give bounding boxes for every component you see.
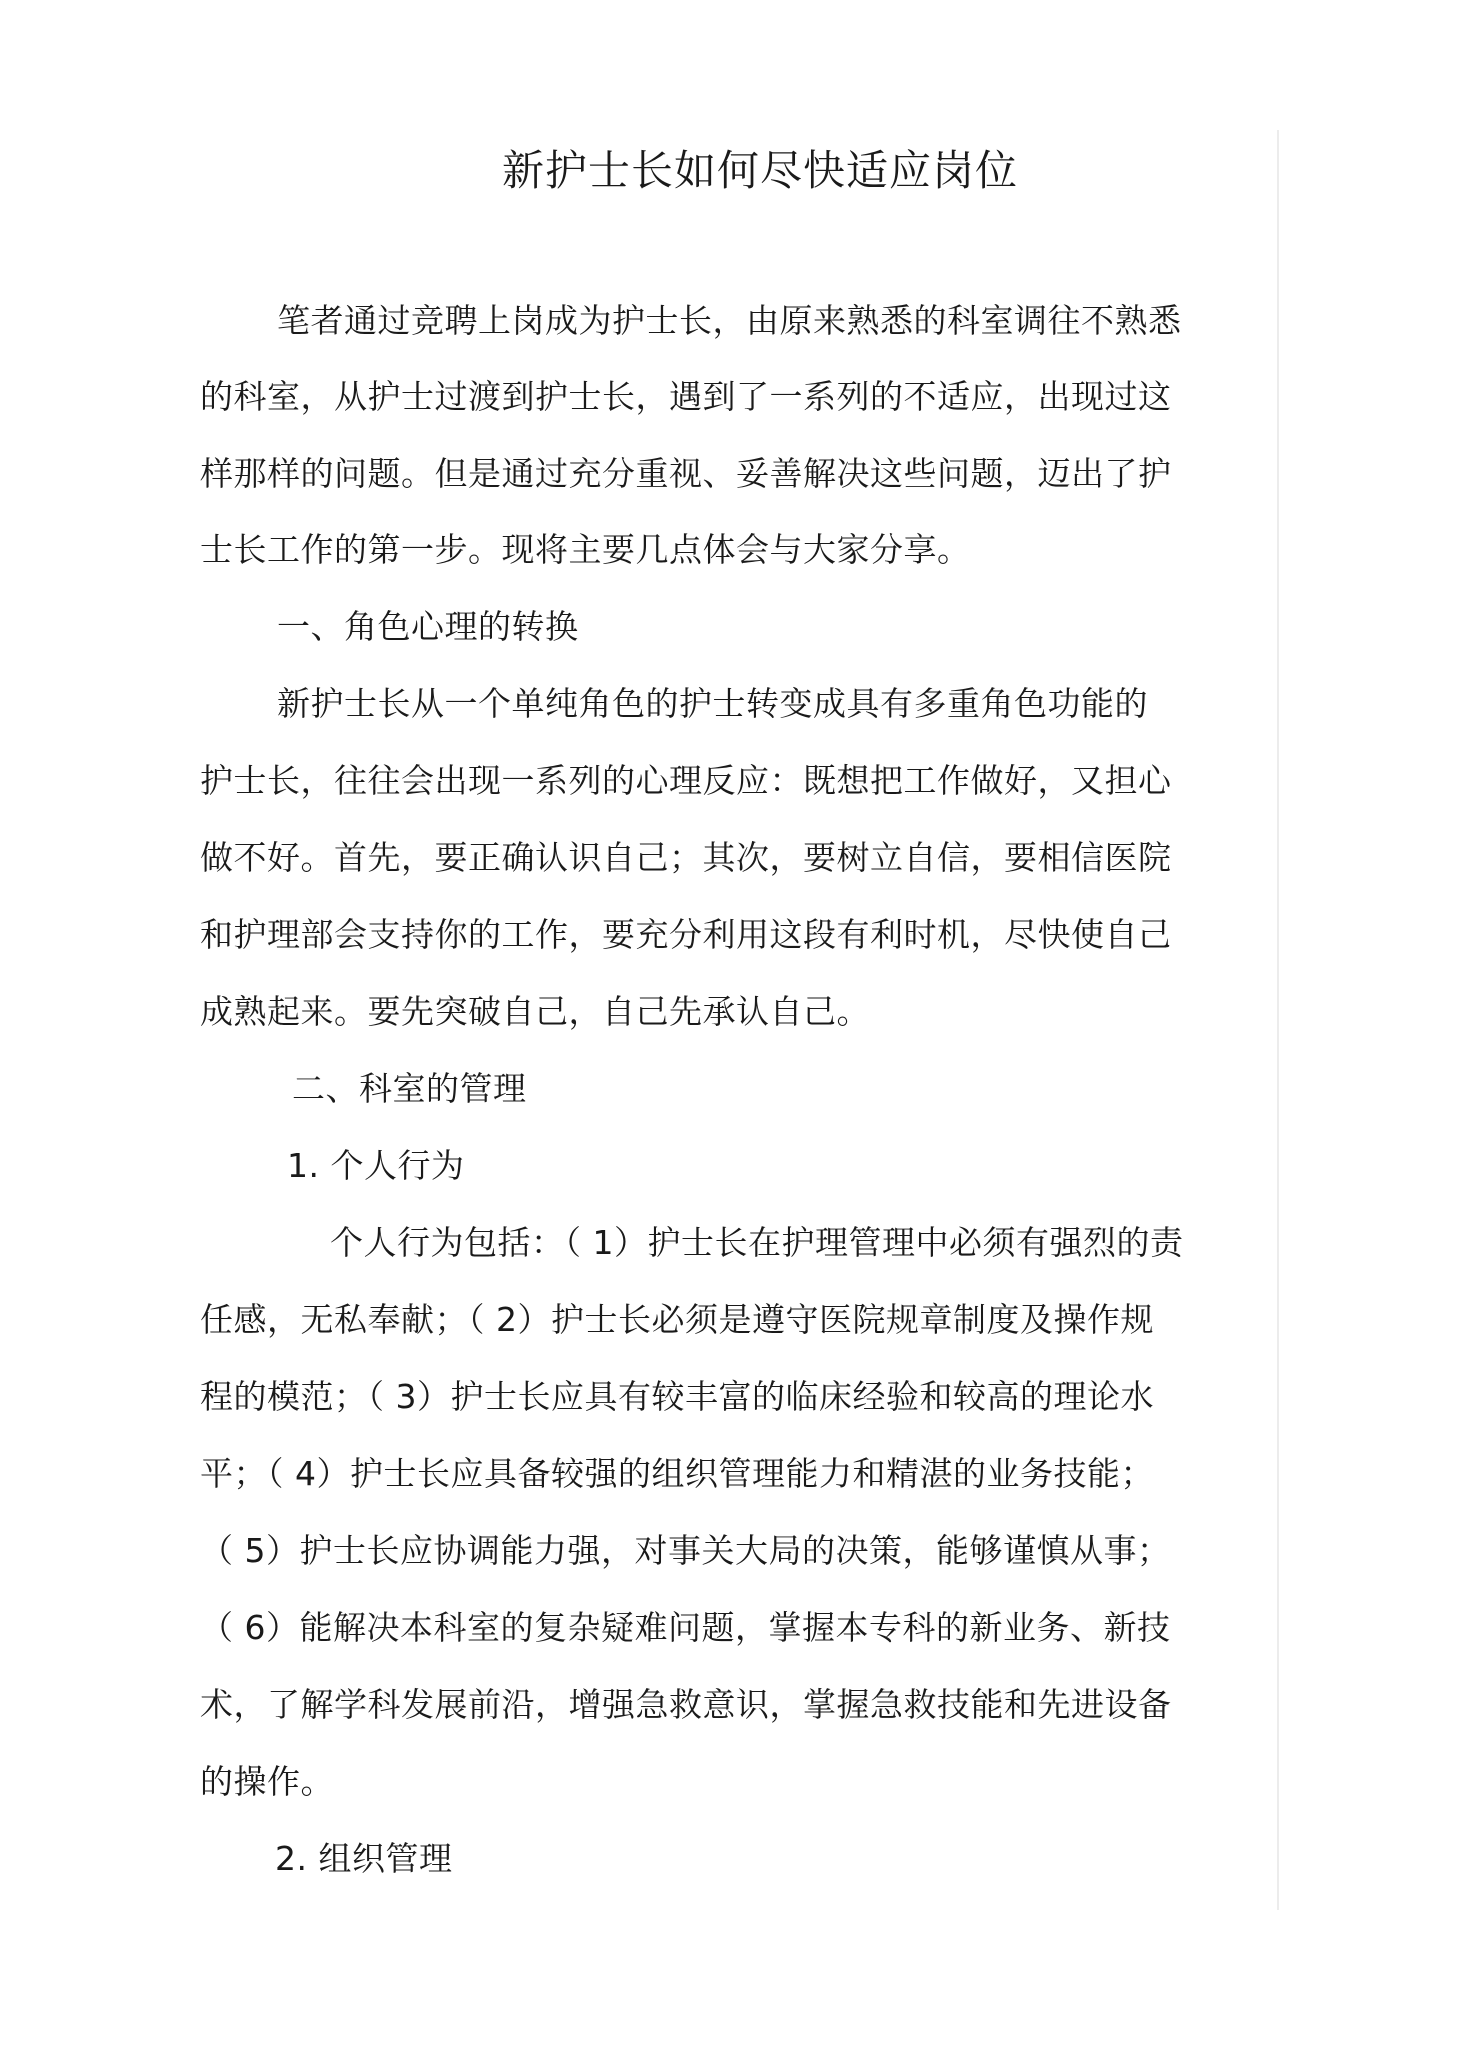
page-edge-divider: [1277, 130, 1279, 1910]
paragraph-line: 护士长，往往会出现一系列的心理反应：既想把工作做好，又担心: [200, 761, 1172, 800]
paragraph-line: 和护理部会支持你的工作，要充分利用这段有利时机，尽快使自己: [200, 915, 1172, 954]
paragraph-line: 样那样的问题。但是通过充分重视、妥善解决这些问题，迈出了护: [200, 454, 1172, 493]
subsection-heading: 2. 组织管理: [275, 1839, 453, 1878]
section-heading: 二、科室的管理: [292, 1069, 527, 1108]
paragraph-line: （ 6）能解决本科室的复杂疑难问题，掌握本专科的新业务、新技: [200, 1608, 1171, 1647]
paragraph-line: 新护士长从一个单纯角色的护士转变成具有多重角色功能的: [277, 684, 1148, 723]
paragraph-line: 平；（ 4）护士长应具备较强的组织管理能力和精湛的业务技能；: [200, 1454, 1154, 1493]
paragraph-line: 士长工作的第一步。现将主要几点体会与大家分享。: [200, 530, 971, 569]
paragraph-line: 个人行为包括：（ 1）护士长在护理管理中必须有强烈的责: [330, 1223, 1184, 1262]
paragraph-line: （ 5）护士长应协调能力强，对事关大局的决策，能够谨慎从事；: [200, 1531, 1171, 1570]
paragraph-line: 笔者通过竞聘上岗成为护士长，由原来熟悉的科室调往不熟悉: [277, 301, 1182, 340]
paragraph-line: 的科室，从护士过渡到护士长，遇到了一系列的不适应，出现过这: [200, 377, 1172, 416]
paragraph-line: 程的模范；（ 3）护士长应具有较丰富的临床经验和较高的理论水: [200, 1377, 1154, 1416]
document-title: 新护士长如何尽快适应岗位: [501, 146, 1018, 195]
paragraph-line: 做不好。首先，要正确认识自己；其次，要树立自信，要相信医院: [200, 838, 1172, 877]
paragraph-line: 成熟起来。要先突破自己，自己先承认自己。: [200, 992, 870, 1031]
subsection-heading: 1. 个人行为: [287, 1146, 465, 1185]
section-heading: 一、角色心理的转换: [277, 607, 579, 646]
paragraph-line: 的操作。: [200, 1762, 334, 1801]
paragraph-line: 任感，无私奉献；（ 2）护士长必须是遵守医院规章制度及操作规: [200, 1300, 1154, 1339]
paragraph-line: 术，了解学科发展前沿，增强急救意识，掌握急救技能和先进设备: [200, 1685, 1172, 1724]
